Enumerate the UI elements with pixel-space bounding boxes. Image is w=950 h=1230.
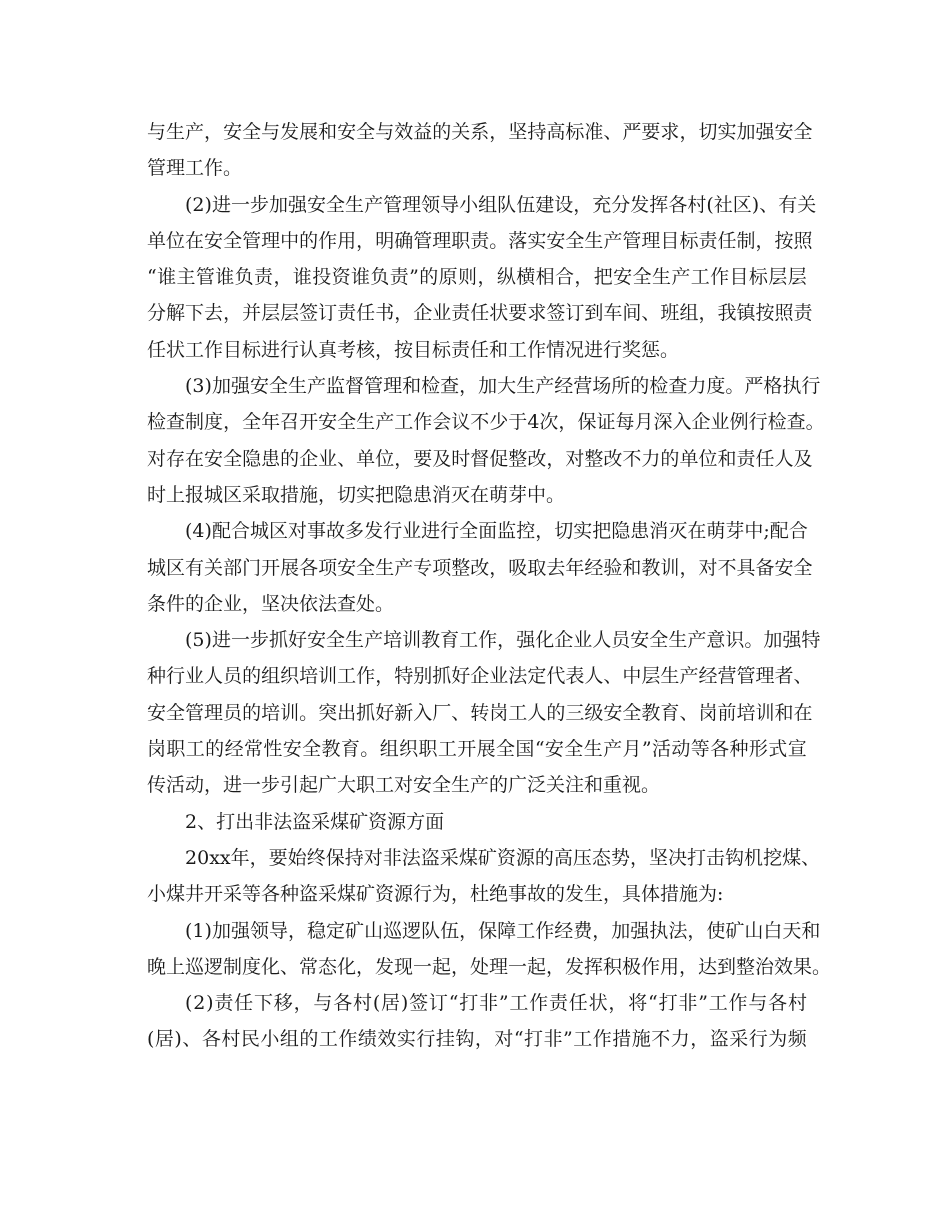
text-line: 管理工作。 xyxy=(147,157,243,180)
text-line: 传活动，进一步引起广大职工对安全生产的广泛关注和重视。 xyxy=(147,774,661,797)
text-line: 时上报城区采取措施，切实把隐患消灭在萌芽中。 xyxy=(147,483,566,506)
text-line: ( 1 ) 加 强 领 导 ， 稳 定 矿 山 巡 逻 队 伍 ， 保 障 工 作 经 费 ， 加 强 执 法 ， 使 矿 山 白 天 和 xyxy=(185,919,821,942)
text-line: ( 2 ) 进 一 步 加 强 安 全 生 产 管 理 领 导 小 组 队 伍 建 设 ， 充 分 发 挥 各 村 ( 社 区 ) 、 有 关 xyxy=(185,193,817,216)
text-line: 条件的企业，坚决依法查处。 xyxy=(147,592,395,615)
text-line: ( 3 ) 加 强 安 全 生 产 监 督 管 理 和 检 查 ， 加 大 生 产 经 营 场 所 的 检 查 力 度 。 严 格 执 行 xyxy=(185,375,821,398)
text-line: 安 全 管 理 员 的 培 训 。 突 出 抓 好 新 入 厂 、 转 岗 工 人 的 三 级 安 全 教 育 、 岗 前 培 训 和 在 xyxy=(147,701,813,724)
text-line: ( 5 ) 进 一 步 抓 好 安 全 生 产 培 训 教 育 工 作 ， 强 化 企 业 人 员 安 全 生 产 意 识 。 加 强 特 xyxy=(185,629,821,652)
text-line: 2 0 x x 年 ， 要 始 终 保 持 对 非 法 盗 采 煤 矿 资 源 的 高 压 态 势 ， 坚 决 打 击 钩 机 挖 煤 、 xyxy=(185,846,821,869)
text-line: 任状工作目标进行认真考核，按目标责任和工作情况进行奖惩。 xyxy=(147,338,680,361)
text-line: 检 查 制 度 ， 全 年 召 开 安 全 生 产 工 作 会 议 不 少 于 4 次 ， 保 证 每 月 深 入 企 业 例 行 检 查 。 xyxy=(147,411,825,434)
text-line: 种 行 业 人 员 的 组 织 培 训 工 作 ， 特 别 抓 好 企 业 法 定 代 表 人 、 中 层 生 产 经 营 管 理 者 、 xyxy=(147,665,813,688)
text-line: ( 2 ) 责 任 下 移 ， 与 各 村 ( 居 ) 签 订 “ 打 非 ” 工 作 责 任 状 ， 将 “ 打 非 ” 工 作 与 各 村 xyxy=(185,992,807,1015)
text-line: 单 位 在 安 全 管 理 中 的 作 用 ， 明 确 管 理 职 责 。 落 实 安 全 生 产 管 理 目 标 责 任 制 ， 按 照 xyxy=(147,229,813,252)
text-line: 岗 职 工 的 经 常 性 安 全 教 育 。 组 织 职 工 开 展 全 国 “ 安 全 生 产 月 ” 活 动 等 各 种 形 式 宣 xyxy=(147,738,807,761)
text-line: ( 4 ) 配 合 城 区 对 事 故 多 发 行 业 进 行 全 面 监 控 ， 切 实 把 隐 患 消 灭 在 萌 芽 中 ; 配 合 xyxy=(185,520,808,543)
text-line: 城 区 有 关 部 门 开 展 各 项 安 全 生 产 专 项 整 改 ， 吸 取 去 年 经 验 和 教 训 ， 对 不 具 备 安 全 xyxy=(147,556,813,579)
text-line: “ 谁 主 管 谁 负 责 ， 谁 投 资 谁 负 责 ” 的 原 则 ， 纵 横 相 合 ， 把 安 全 生 产 工 作 目 标 层 层 xyxy=(147,266,807,289)
text-line: ( 居 ) 、 各 村 民 小 组 的 工 作 绩 效 实 行 挂 钩 ， 对 “ 打 非 ” 工 作 措 施 不 力 ， 盗 采 行 为 频 xyxy=(147,1028,807,1051)
text-line: 对 存 在 安 全 隐 患 的 企 业 、 单 位 ， 要 及 时 督 促 整 改 ， 对 整 改 不 力 的 单 位 和 责 任 人 及 xyxy=(147,447,813,470)
text-line: 小煤井开采等各种盗采煤矿资源行为，杜绝事故的发生，具体措施为: xyxy=(147,883,724,906)
text-line: 晚上巡逻制度化、常态化，发现一起，处理一起，发挥积极作用，达到整治效果。 xyxy=(147,955,832,978)
body-text xyxy=(147,114,832,1058)
text-line: 2、打出非法盗采煤矿资源方面 xyxy=(185,810,445,833)
text-line: 分 解 下 去 ， 并 层 层 签 订 责 任 书 ， 企 业 责 任 状 要 求 签 订 到 车 间 、 班 组 ， 我 镇 按 照 责 xyxy=(147,302,813,325)
text-line: 与 生 产 ， 安 全 与 发 展 和 安 全 与 效 益 的 关 系 ， 坚 持 高 标 准 、 严 要 求 ， 切 实 加 强 安 全 xyxy=(147,121,813,143)
